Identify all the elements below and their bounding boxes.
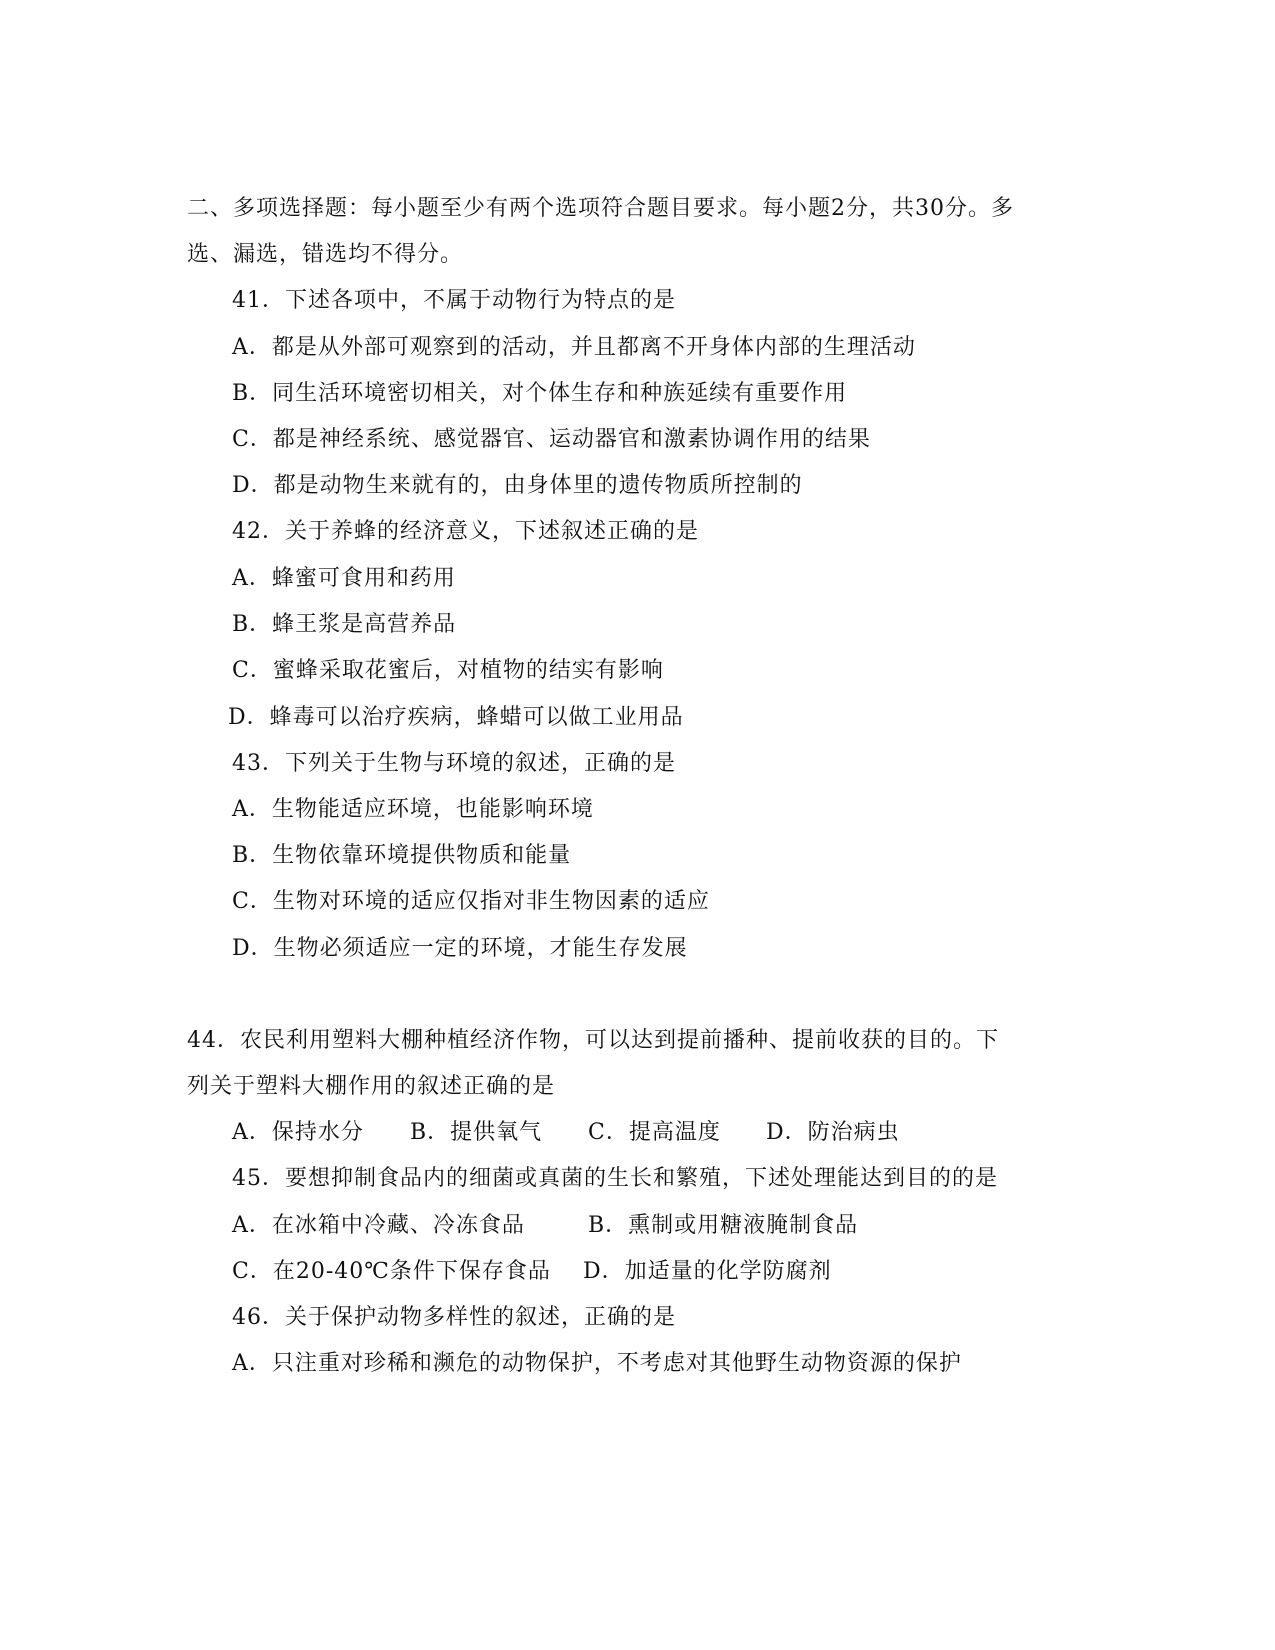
question-45-option-d: D．加适量的化学防腐剂 xyxy=(583,1259,832,1284)
question-43-option-b: B．生物依靠环境提供物质和能量 xyxy=(232,843,572,868)
question-46-option-a: A．只注重对珍稀和濒危的动物保护，不考虑对其他野生动物资源的保护 xyxy=(232,1351,962,1376)
question-45-option-c: C．在20-40℃条件下保存食品 xyxy=(232,1259,551,1284)
section-heading-line-1: 二、多项选择题：每小题至少有两个选项符合题目要求。每小题2分，共30分。多 xyxy=(187,196,1014,221)
question-44-option-c: C．提高温度 xyxy=(588,1120,721,1145)
question-41-option-c: C．都是神经系统、感觉器官、运动器官和激素协调作用的结果 xyxy=(232,427,871,452)
question-44-stem-line-2: 列关于塑料大棚作用的叙述正确的是 xyxy=(187,1074,556,1099)
question-41-stem: 41．下述各项中，不属于动物行为特点的是 xyxy=(232,288,676,313)
question-42-option-c: C．蜜蜂采取花蜜后，对植物的结实有影响 xyxy=(232,658,664,683)
question-41-option-b: B．同生活环境密切相关，对个体生存和种族延续有重要作用 xyxy=(232,381,848,406)
question-43-option-d: D．生物必须适应一定的环境，才能生存发展 xyxy=(232,936,688,961)
question-42-option-d: D．蜂毒可以治疗疾病，蜂蜡可以做工业用品 xyxy=(228,705,684,730)
question-44-option-d: D．防治病虫 xyxy=(766,1120,900,1145)
question-43-option-a: A．生物能适应环境，也能影响环境 xyxy=(232,797,594,822)
question-42-stem: 42．关于养蜂的经济意义，下述叙述正确的是 xyxy=(232,519,699,544)
question-42-option-b: B．蜂王浆是高营养品 xyxy=(232,612,457,637)
question-41-option-d: D．都是动物生来就有的，由身体里的遗传物质所控制的 xyxy=(232,473,803,498)
question-41-option-a: A．都是从外部可观察到的活动，并且都离不开身体内部的生理活动 xyxy=(232,335,916,360)
question-43-stem: 43．下列关于生物与环境的叙述，正确的是 xyxy=(232,751,676,776)
question-45-option-b: B．熏制或用糖液腌制食品 xyxy=(588,1213,859,1238)
question-44-options-row xyxy=(232,1118,900,1148)
section-heading-line-2: 选、漏选，错选均不得分。 xyxy=(187,242,464,267)
question-45-stem: 45．要想抑制食品内的细菌或真菌的生长和繁殖，下述处理能达到目的的是 xyxy=(232,1166,998,1191)
question-42-option-a: A．蜂蜜可食用和药用 xyxy=(232,566,456,591)
question-44-option-b: B．提供氧气 xyxy=(410,1120,543,1145)
question-45-option-a: A．在冰箱中冷藏、冷冻食品 xyxy=(232,1213,525,1238)
question-45-options-row-1 xyxy=(232,1211,858,1241)
question-46-stem: 46．关于保护动物多样性的叙述，正确的是 xyxy=(232,1305,676,1330)
question-44-stem-line-1: 44．农民利用塑料大棚种植经济作物，可以达到提前播种、提前收获的目的。下 xyxy=(187,1028,999,1053)
question-43-option-c: C．生物对环境的适应仅指对非生物因素的适应 xyxy=(232,889,710,914)
question-44-option-a: A．保持水分 xyxy=(232,1120,364,1145)
question-45-options-row-2 xyxy=(232,1257,832,1287)
